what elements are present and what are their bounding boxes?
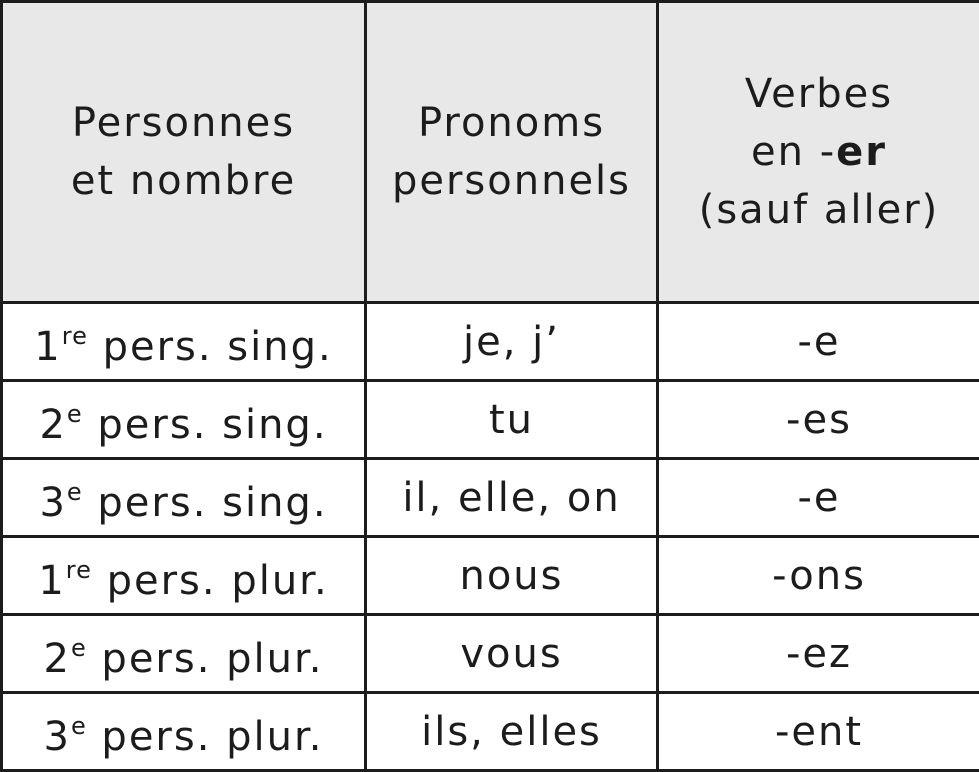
person-cell <box>2 459 366 537</box>
person-cell <box>2 615 366 693</box>
ending-cell: -ent <box>658 693 979 771</box>
pronoun-cell: nous <box>366 537 658 615</box>
header-verbs-prefix: en - <box>751 129 836 175</box>
ending-cell: -ez <box>658 615 979 693</box>
header-verbs-suffix: er <box>836 129 887 175</box>
table-row <box>2 381 979 459</box>
person-number: 3 <box>39 480 66 526</box>
person-label: pers. sing. <box>83 402 328 448</box>
header-pronouns-line1: Pronoms <box>367 94 656 152</box>
table-row <box>2 303 979 381</box>
person-number: 1 <box>34 324 61 370</box>
ending-cell: -e <box>658 303 979 381</box>
pronoun-cell: vous <box>366 615 658 693</box>
pronoun-cell: ils, elles <box>366 693 658 771</box>
header-persons-line1: Personnes <box>3 94 364 152</box>
header-pronouns-line2: personnels <box>367 152 656 210</box>
person-number: 2 <box>44 636 71 682</box>
person-cell <box>2 381 366 459</box>
header-persons-line2: et nombre <box>3 152 364 210</box>
header-verbs <box>658 2 979 303</box>
person-label: pers. sing. <box>88 324 333 370</box>
table-row <box>2 693 979 771</box>
header-verbs-line2 <box>659 123 979 181</box>
person-superscript: re <box>62 322 88 350</box>
pronoun-cell: il, elle, on <box>366 459 658 537</box>
person-superscript: e <box>67 400 83 428</box>
person-label: pers. sing. <box>83 480 328 526</box>
table-row <box>2 459 979 537</box>
pronoun-cell: je, j’ <box>366 303 658 381</box>
person-number: 2 <box>39 402 66 448</box>
person-cell <box>2 303 366 381</box>
header-persons <box>2 2 366 303</box>
pronoun-cell: tu <box>366 381 658 459</box>
ending-cell: -es <box>658 381 979 459</box>
person-label: pers. plur. <box>87 636 324 682</box>
person-cell <box>2 537 366 615</box>
person-number: 1 <box>38 558 65 604</box>
table-row <box>2 537 979 615</box>
table-row <box>2 615 979 693</box>
person-cell <box>2 693 366 771</box>
header-row <box>2 2 979 303</box>
person-superscript: e <box>71 634 87 662</box>
person-superscript: re <box>66 556 92 584</box>
person-superscript: e <box>71 712 87 740</box>
header-verbs-line3: (sauf aller) <box>659 181 979 239</box>
person-number: 3 <box>44 714 71 760</box>
ending-cell: -ons <box>658 537 979 615</box>
person-label: pers. plur. <box>87 714 324 760</box>
header-verbs-line1: Verbes <box>659 65 979 123</box>
person-superscript: e <box>67 478 83 506</box>
person-label: pers. plur. <box>92 558 329 604</box>
header-pronouns <box>366 2 658 303</box>
ending-cell: -e <box>658 459 979 537</box>
